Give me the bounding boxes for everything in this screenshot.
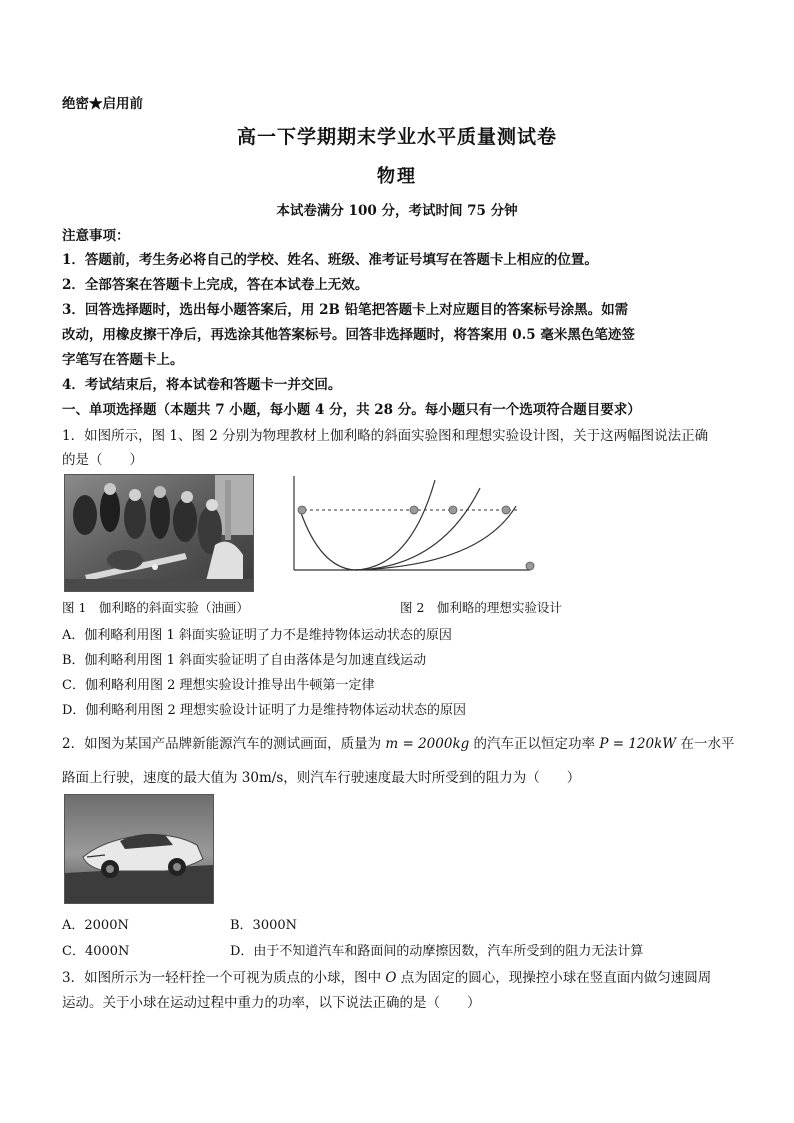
question-1-line2: 的是（ ）	[62, 452, 143, 468]
note-item-4: 4．考试结束后，将本试卷和答题卡一并交回。	[62, 377, 342, 393]
note-item-3-line1: 3．回答选择题时，选出每小题答案后，用 2B 铅笔把答题卡上对应题目的答案标号涂黑。如需	[62, 302, 629, 318]
figure-2-diagram	[290, 476, 540, 576]
diagram-ball-1	[410, 506, 418, 514]
diagram-ball-ground	[526, 562, 534, 570]
question-2-power: P = 120kW	[599, 736, 677, 752]
question-3-text-a: 3．如图所示为一轻杆拴一个可视为质点的小球，图中	[62, 970, 386, 986]
note-item-3-line3: 字笔写在答题卡上。	[62, 352, 184, 368]
diagram-ramp-medium	[355, 488, 480, 570]
question-3-line1	[62, 966, 711, 986]
question-1-option-c: C．伽利略利用图 2 理想实验设计推导出牛顿第一定律	[62, 678, 375, 693]
question-2-option-a: A．2000N	[62, 918, 129, 933]
figure-1-painting	[64, 474, 254, 592]
question-2-line1	[62, 732, 734, 752]
diagram-left-curve	[300, 510, 355, 570]
notes-heading: 注意事项：	[62, 228, 130, 244]
subject-title: 物理	[377, 166, 417, 187]
exam-info: 本试卷满分 100 分，考试时间 75 分钟	[276, 203, 518, 219]
question-1-option-d: D．伽利略利用图 2 理想实验设计证明了力是维持物体运动状态的原因	[62, 703, 466, 718]
question-2-text-a: 2．如图为某国产品牌新能源汽车的测试画面，质量为	[62, 736, 386, 752]
question-1-option-a: A．伽利略利用图 1 斜面实验证明了力不是维持物体运动状态的原因	[62, 628, 452, 643]
question-1-option-b: B．伽利略利用图 1 斜面实验证明了自由落体是匀加速直线运动	[62, 653, 427, 668]
question-1-line1: 1．如图所示，图 1、图 2 分别为物理教材上伽利略的斜面实验图和理想实验设计图，关于这两幅图说法正确	[62, 428, 709, 444]
diagram-ramp-shallow	[355, 506, 516, 570]
note-item-3-line2: 改动，用橡皮擦干净后，再选涂其他答案标号。回答非选择题时，将答案用 0.5 毫米黑色笔迹签	[62, 327, 635, 343]
section-heading: 一、单项选择题（本题共 7 小题，每小题 4 分，共 28 分。每小题只有一个选项符合题目要求）	[62, 402, 641, 418]
note-item-2: 2．全部答案在答题卡上完成，答在本试卷上无效。	[62, 277, 369, 293]
question-2-text-c: 在一水平	[676, 736, 735, 752]
diagram-ball-3	[502, 506, 510, 514]
car-photo	[64, 794, 214, 904]
question-2-text-b: 的汽车正以恒定功率	[469, 736, 600, 752]
question-3-line2: 运动。关于小球在运动过程中重力的功率，以下说法正确的是（ ）	[62, 995, 481, 1011]
question-2-line2: 路面上行驶，速度的最大值为 30m/s，则汽车行驶速度最大时所受到的阻力为（ ）	[62, 770, 581, 786]
figure-1-caption: 图 1 伽利略的斜面实验（油画）	[62, 600, 249, 615]
diagram-ramp-steep	[355, 480, 435, 570]
question-2-option-b: B．3000N	[230, 918, 298, 933]
diagram-ball-2	[449, 506, 457, 514]
question-3-text-b: 点为固定的圆心，现操控小球在竖直面内做匀速圆周	[396, 970, 712, 986]
question-2-option-d: D．由于不知道汽车和路面间的动摩擦因数，汽车所受到的阻力无法计算	[230, 944, 644, 959]
exam-title: 高一下学期期末学业水平质量测试卷	[236, 126, 557, 148]
figure-2-caption: 图 2 伽利略的理想实验设计	[400, 600, 562, 615]
confidential-label: 绝密★启用前	[62, 96, 143, 112]
question-3-point: O	[385, 970, 397, 986]
diagram-ball-start	[298, 506, 306, 514]
question-2-mass: m = 2000kg	[385, 736, 470, 752]
note-item-1: 1．答题前，考生务必将自己的学校、姓名、班级、准考证号填写在答题卡上相应的位置。	[62, 252, 598, 268]
question-2-option-c: C．4000N	[62, 944, 130, 959]
